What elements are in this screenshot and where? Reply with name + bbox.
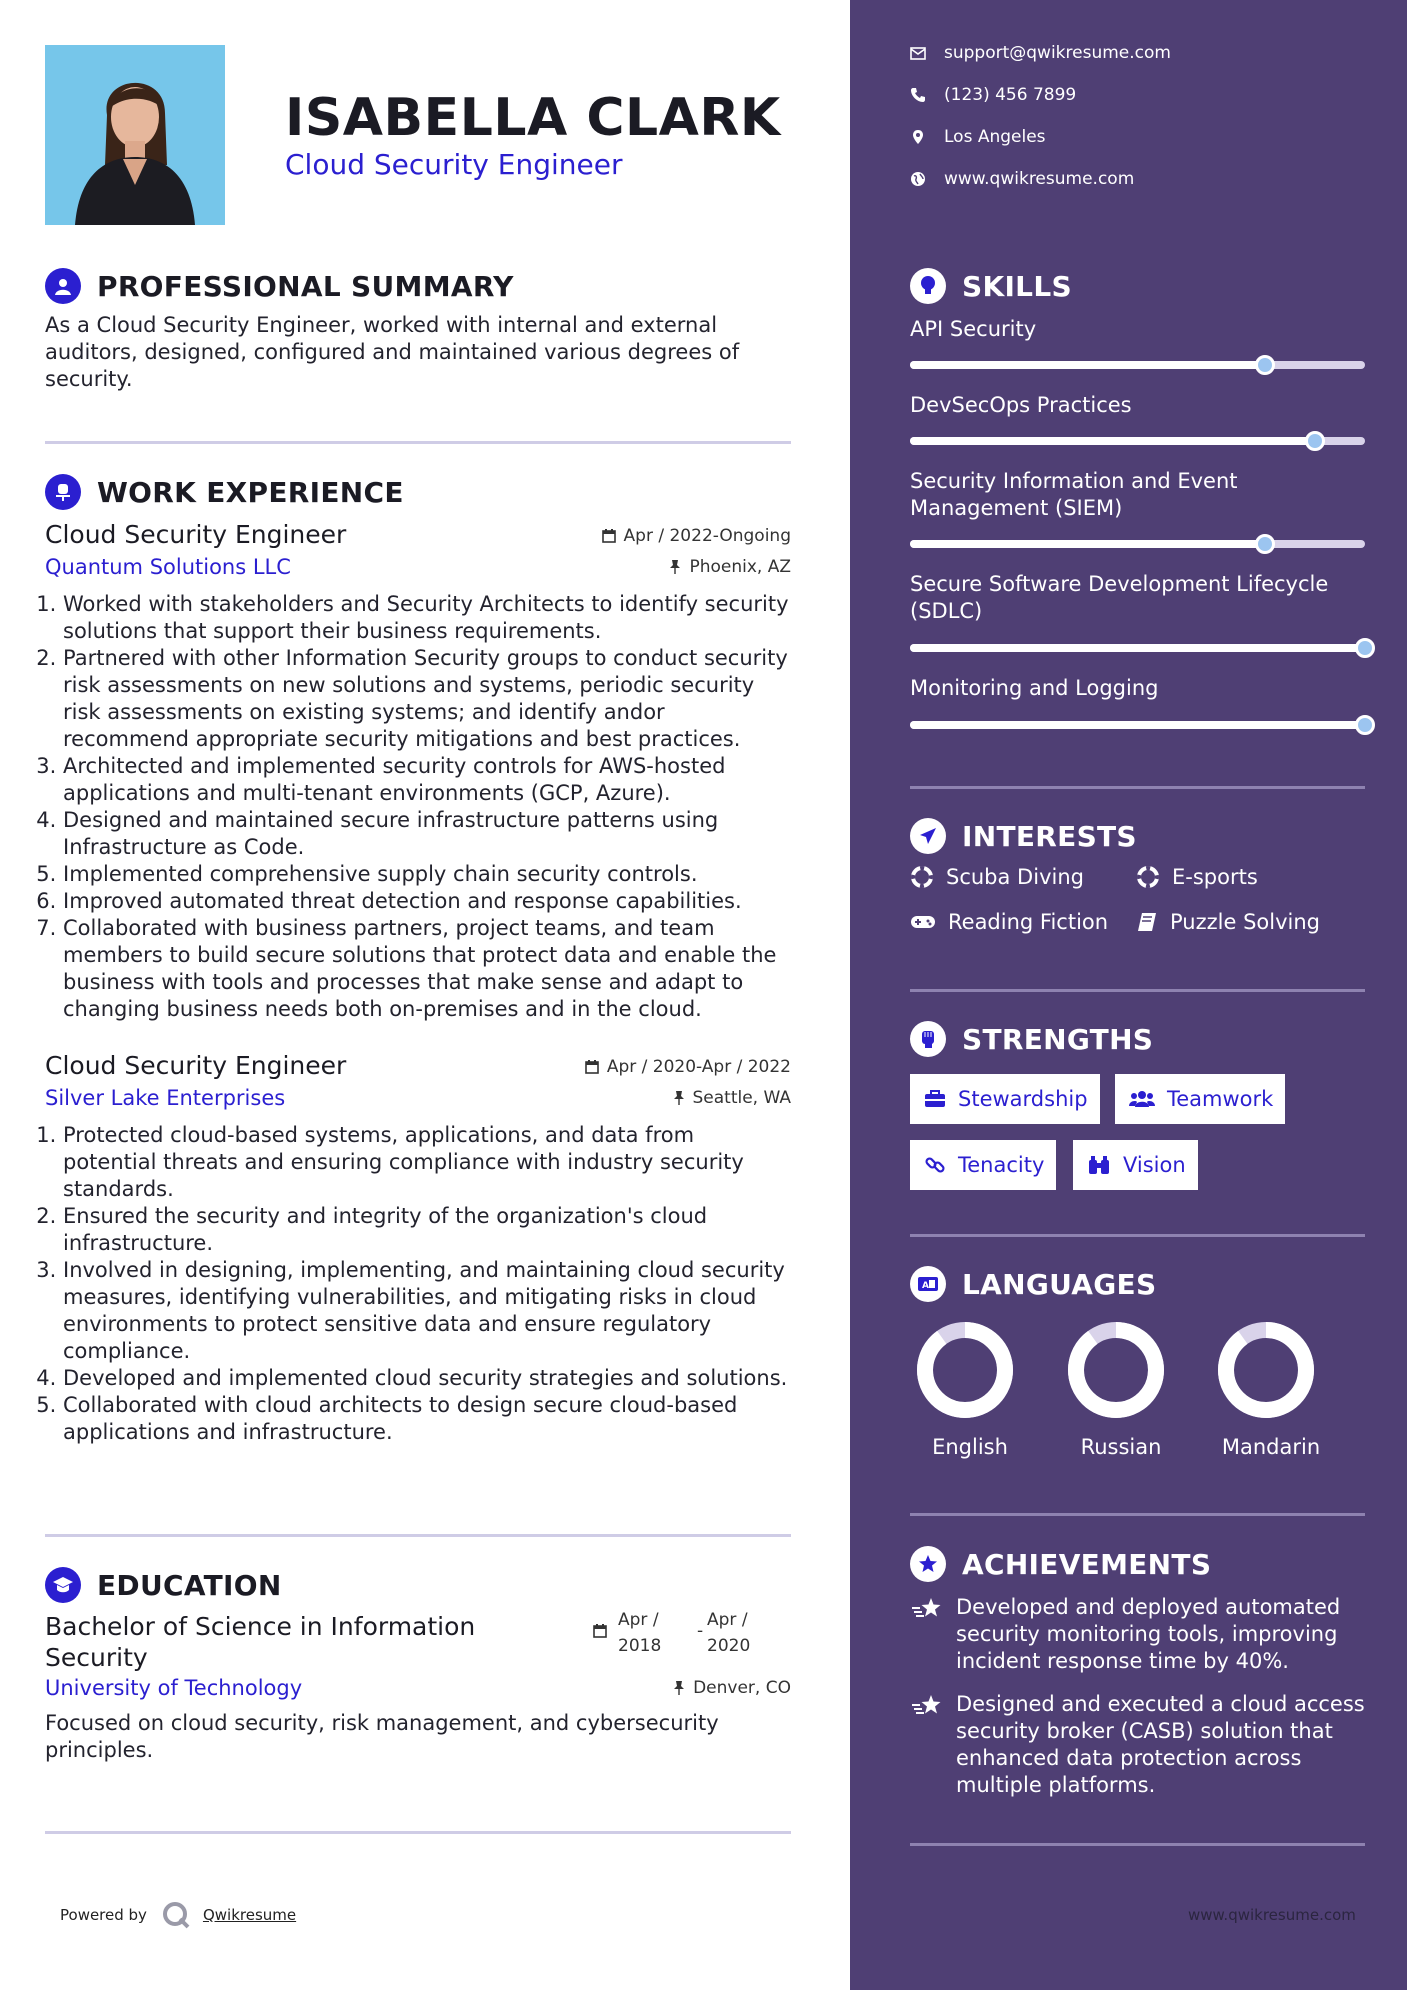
qwikresume-logo-icon xyxy=(161,1900,191,1930)
skill-bar xyxy=(910,540,1365,548)
language-name: Russian xyxy=(1080,1435,1162,1459)
interest-item: Puzzle Solving xyxy=(1136,910,1320,934)
skill-bar-knob xyxy=(1355,715,1375,735)
skill-name: DevSecOps Practices xyxy=(910,393,1132,417)
duty-item: 7. Collaborated with business partners, project teams, and team members to build secure solutions that protect data and enable the business with tools and processes that make sense and adapt to changing business needs both on-premises and in the cloud. xyxy=(63,915,791,1023)
strength-tag: Teamwork xyxy=(1115,1074,1285,1124)
book-icon xyxy=(1136,911,1158,933)
phone-icon xyxy=(910,87,926,103)
globe-icon xyxy=(910,171,926,187)
summary-heading: PROFESSIONAL SUMMARY xyxy=(97,269,514,303)
job-dates: Apr / 2020-Apr / 2022 xyxy=(585,1057,791,1077)
duty-item: 3. Architected and implemented security controls for AWS-hosted applications and multi-tenant environments (GCP, Azure). xyxy=(63,753,791,807)
skills-heading: SKILLS xyxy=(962,269,1072,303)
skill-bar-knob xyxy=(1355,638,1375,658)
education-description: Focused on cloud security, risk management, and cybersecurity principles. xyxy=(45,1711,719,1762)
skill-bar-knob xyxy=(1255,534,1275,554)
degree-title: Bachelor of Science in Information Security xyxy=(45,1612,476,1672)
section-divider xyxy=(910,786,1365,789)
summary-section xyxy=(45,266,791,393)
portrait-image xyxy=(45,45,225,225)
duty-item: 5. Implemented comprehensive supply chain security controls. xyxy=(63,861,791,888)
section-divider xyxy=(45,441,791,444)
brand-link[interactable]: Qwikresume xyxy=(202,1906,297,1924)
duty-item: 2. Ensured the security and integrity of the organization's cloud infrastructure. xyxy=(63,1203,791,1257)
map-marker-icon xyxy=(910,129,926,145)
section-divider xyxy=(45,1534,791,1537)
duty-item: 6. Improved automated threat detection and response capabilities. xyxy=(63,888,791,915)
interests-header xyxy=(910,816,1137,856)
summary-text: As a Cloud Security Engineer, worked with internal and external auditors, designed, configured and maintained various degrees of security. xyxy=(45,313,740,391)
user-icon xyxy=(45,268,81,304)
language-ring xyxy=(1061,1315,1171,1429)
duty-item: 1. Protected cloud-based systems, applications, and data from potential threats and ensuring compliance with industry security standards. xyxy=(63,1122,791,1203)
strength-tag: Stewardship xyxy=(910,1074,1100,1124)
education-end-date: Apr / 2020 xyxy=(707,1610,751,1656)
interests-heading: INTERESTS xyxy=(962,819,1137,853)
section-divider xyxy=(910,1234,1365,1237)
interest-item: E-sports xyxy=(1136,865,1258,889)
achievement-item: Designed and executed a cloud access security broker (CASB) solution that enhanced data protection across multiple platforms. xyxy=(910,1691,1365,1799)
skill-name: Monitoring and Logging xyxy=(910,676,1159,700)
pin-icon xyxy=(673,1090,685,1105)
education-heading: EDUCATION xyxy=(97,1568,282,1602)
powered-by-label: Powered by xyxy=(60,1906,147,1924)
experience-header xyxy=(45,472,791,512)
language-ring-fill xyxy=(1076,1330,1156,1410)
contact-email[interactable]: support@qwikresume.com xyxy=(910,43,1171,63)
contact-phone[interactable]: (123) 456 7899 xyxy=(910,85,1076,105)
duty-item: 3. Involved in designing, implementing, and maintaining cloud security measures, identifying vulnerabilities, and mitigating risks in cloud environments to protect sensitive data and ensure regulatory compliance. xyxy=(63,1257,791,1365)
languages-heading: LANGUAGES xyxy=(962,1267,1157,1301)
job-duties xyxy=(45,1122,791,1446)
life-ring-icon xyxy=(910,865,934,889)
language-name: Mandarin xyxy=(1221,1435,1321,1459)
candidate-title: Cloud Security Engineer xyxy=(285,148,623,181)
footer-website[interactable]: www.qwikresume.com xyxy=(1188,1906,1356,1924)
duty-item: 4. Developed and implemented cloud security strategies and solutions. xyxy=(63,1365,791,1392)
candidate-name: ISABELLA CLARK xyxy=(285,88,781,148)
skill-bar xyxy=(910,361,1365,369)
profile-photo xyxy=(45,45,225,225)
summary-header xyxy=(45,266,791,306)
job-dates: Apr / 2022-Ongoing xyxy=(602,526,791,546)
job-location: Phoenix, AZ xyxy=(669,557,791,577)
briefcase-icon xyxy=(924,1090,946,1108)
svg-text:A: A xyxy=(922,1281,929,1291)
duty-item: 1. Worked with stakeholders and Security Architects to identify security solutions that support their business requirements. xyxy=(63,591,791,645)
duty-item: 5. Collaborated with cloud architects to design secure cloud-based applications and infrastructure. xyxy=(63,1392,791,1446)
job-entry xyxy=(45,520,791,1023)
star-badge-icon xyxy=(910,1546,946,1582)
language-ring xyxy=(1211,1315,1321,1429)
skill-bar xyxy=(910,721,1365,729)
strengths-header xyxy=(910,1019,1153,1059)
school-location: Denver, CO xyxy=(673,1678,791,1698)
section-divider xyxy=(910,1513,1365,1516)
skill-name: API Security xyxy=(910,317,1037,341)
skill-bar-fill xyxy=(910,644,1365,652)
users-icon xyxy=(1129,1090,1155,1108)
lightbulb-icon xyxy=(910,268,946,304)
strengths-heading: STRENGTHS xyxy=(962,1022,1154,1056)
experience-section xyxy=(45,472,791,1446)
calendar-icon xyxy=(602,528,616,543)
language-ring-fill xyxy=(925,1330,1005,1410)
binoculars-icon xyxy=(1087,1155,1111,1175)
interest-item: Reading Fiction xyxy=(910,910,1108,934)
language-ring-fill xyxy=(1226,1330,1306,1410)
date-separator: - xyxy=(697,1621,704,1641)
section-divider xyxy=(910,989,1365,992)
briefcase-icon xyxy=(45,474,81,510)
contact-website[interactable]: www.qwikresume.com xyxy=(910,169,1134,189)
skill-bar-fill xyxy=(910,540,1265,548)
job-duties xyxy=(45,591,791,1023)
education-header xyxy=(45,1565,791,1605)
skill-name: Secure Software Development Lifecycle (SDLC) xyxy=(910,572,1329,623)
strength-tag: Tenacity xyxy=(910,1140,1056,1190)
duty-item: 2. Partnered with other Information Security groups to conduct security risk assessments on new solutions and systems, periodic security risk assessments on existing systems; and identify andor recommend appropriate security mitigations and best practices. xyxy=(63,645,791,753)
pin-icon xyxy=(673,1680,685,1695)
language-icon xyxy=(910,1266,946,1302)
section-divider xyxy=(910,1843,1365,1846)
contact-location: Los Angeles xyxy=(910,127,1046,147)
skill-name: Security Information and Event Management (SIEM) xyxy=(910,469,1238,520)
strength-tag: Vision xyxy=(1073,1140,1198,1190)
skill-bar xyxy=(910,437,1365,445)
gamepad-icon xyxy=(910,912,936,932)
section-divider xyxy=(45,1831,791,1834)
language-name: English xyxy=(932,1435,1008,1459)
envelope-icon xyxy=(910,47,926,60)
job-title: Cloud Security Engineer xyxy=(45,520,347,549)
link-icon xyxy=(924,1154,946,1176)
achievement-item: Developed and deployed automated security monitoring tools, improving incident response time by 40%. xyxy=(910,1594,1365,1675)
skill-bar-fill xyxy=(910,437,1315,445)
shooting-star-icon xyxy=(910,1596,944,1622)
experience-heading: WORK EXPERIENCE xyxy=(97,475,404,509)
calendar-icon xyxy=(585,1059,599,1074)
fist-icon xyxy=(910,1021,946,1057)
job-location: Seattle, WA xyxy=(673,1088,792,1108)
interest-item: Scuba Diving xyxy=(910,865,1084,889)
achievements-header xyxy=(910,1544,1211,1584)
paper-plane-icon xyxy=(910,818,946,854)
languages-header xyxy=(910,1264,1156,1304)
life-ring-icon xyxy=(1136,865,1160,889)
skill-bar-knob xyxy=(1305,431,1325,451)
job-title: Cloud Security Engineer xyxy=(45,1051,347,1080)
education-start-date: Apr / 2018 xyxy=(618,1610,662,1656)
skill-bar-fill xyxy=(910,721,1365,729)
school-name: University of Technology xyxy=(45,1676,303,1700)
job-company: Quantum Solutions LLC xyxy=(45,555,291,579)
achievements-heading: ACHIEVEMENTS xyxy=(962,1547,1212,1581)
skill-bar-knob xyxy=(1255,355,1275,375)
job-entry xyxy=(45,1051,791,1446)
pin-icon xyxy=(669,559,681,574)
job-company: Silver Lake Enterprises xyxy=(45,1086,286,1110)
skill-bar-fill xyxy=(910,361,1265,369)
language-ring xyxy=(910,1315,1020,1429)
graduation-cap-icon xyxy=(45,1567,81,1603)
calendar-icon xyxy=(593,1623,607,1642)
skill-bar xyxy=(910,644,1365,652)
education-section xyxy=(45,1565,791,1764)
duty-item: 4. Designed and maintained secure infrastructure patterns using Infrastructure as Code. xyxy=(63,807,791,861)
skills-header xyxy=(910,266,1072,306)
powered-by-footer xyxy=(60,1900,296,1930)
shooting-star-icon xyxy=(910,1693,944,1719)
